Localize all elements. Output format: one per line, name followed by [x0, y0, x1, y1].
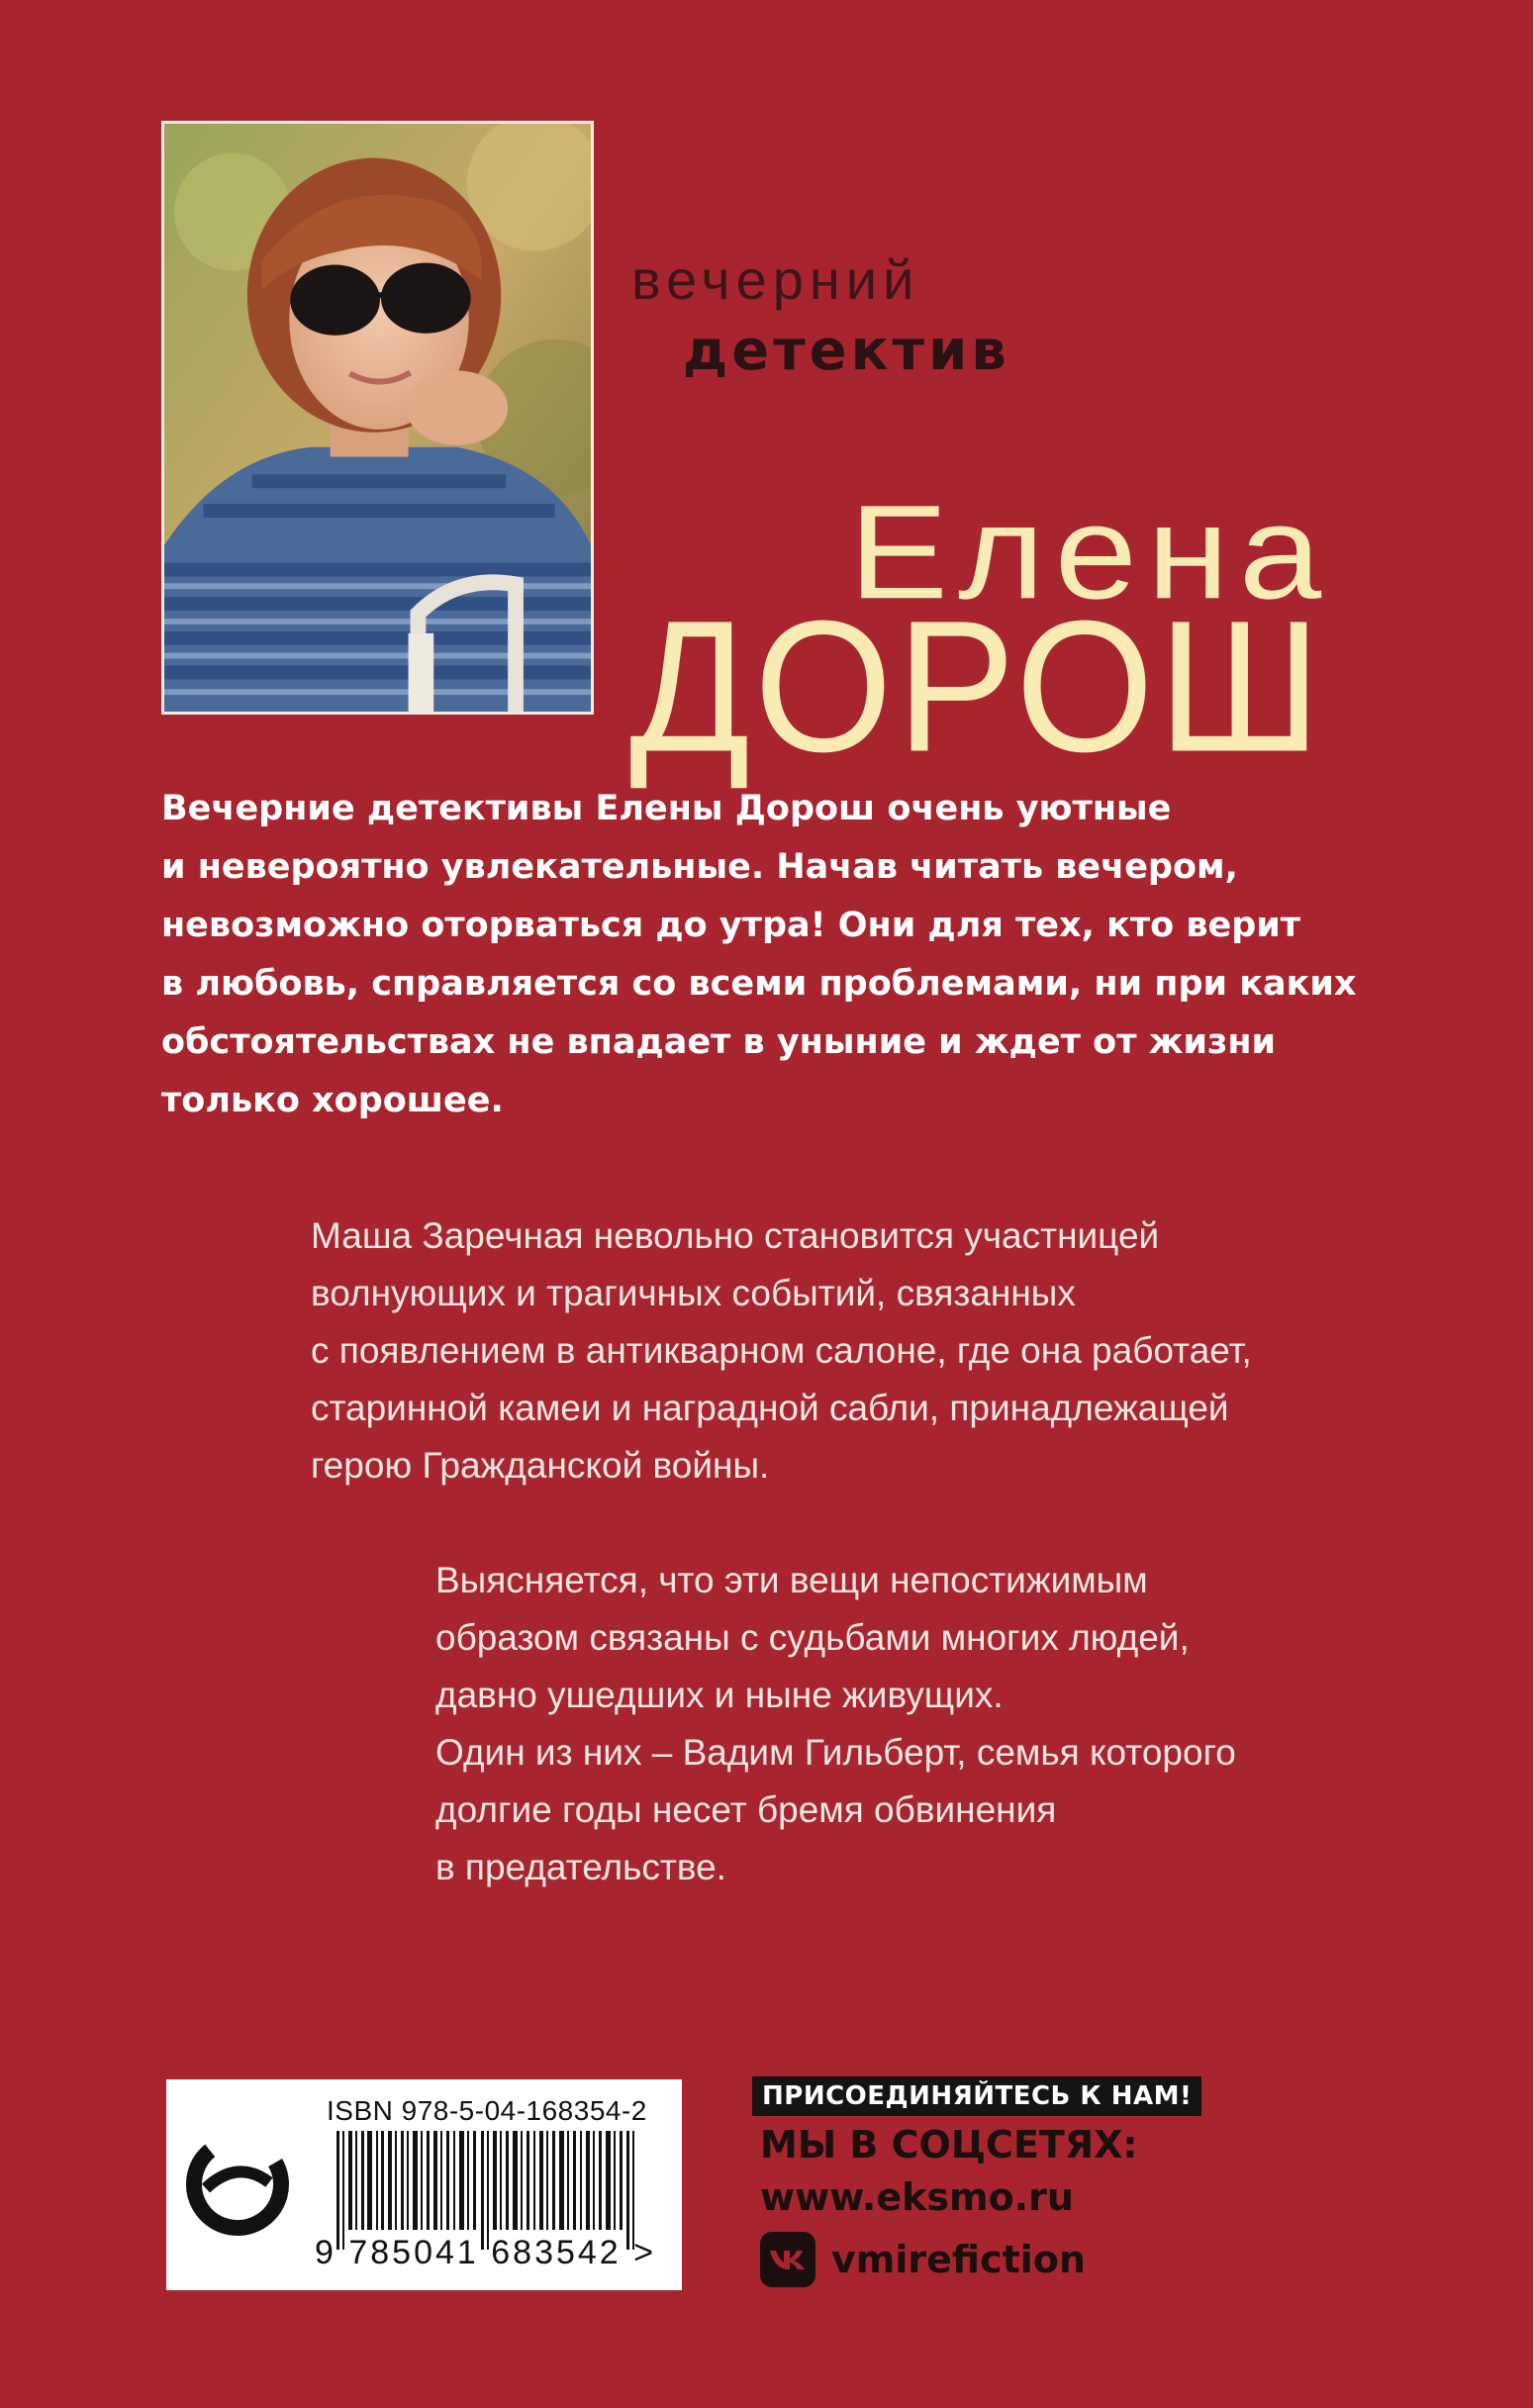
blurb-line: в любовь, справляется со всеми проблемами, ни при каких — [161, 964, 1357, 1004]
synopsis-line: с появлением в антикварном салоне, где она работает, — [311, 1330, 1252, 1371]
synopsis-line: Выясняется, что эти вещи непостижимым — [435, 1560, 1148, 1600]
synopsis-line: образом связаны с судьбами многих людей, — [435, 1617, 1190, 1658]
series-blurb — [161, 780, 1357, 1130]
isbn-label: ISBN 978-5-04-168354-2 — [327, 2095, 647, 2126]
barcode-digits: 9 785041 683542 > — [315, 2234, 657, 2271]
vk-handle: vmirefiction — [831, 2238, 1086, 2281]
eksmo-logo-icon — [166, 2079, 315, 2290]
join-banner: ПРИСОЕДИНЯЙТЕСЬ К НАМ! — [752, 2076, 1201, 2116]
blurb-line: только хорошее. — [161, 1081, 504, 1120]
synopsis-line: старинной камеи и наградной сабли, принадлежащей — [311, 1388, 1229, 1428]
vk-link[interactable] — [760, 2232, 1086, 2287]
barcode-icon — [336, 2131, 645, 2250]
synopsis-line: в предательстве. — [435, 1847, 726, 1887]
series-title-line1: вечерний — [631, 248, 920, 311]
blurb-line: обстоятельствах не впадает в уныние и ждет от жизни — [161, 1022, 1277, 1062]
author-last-name: ДОРОШ — [629, 582, 1325, 792]
synopsis-line: Маша Заречная невольно становится участницей — [311, 1215, 1160, 1256]
synopsis-line: герою Гражданской войны. — [311, 1445, 770, 1486]
social-label: МЫ В СОЦСЕТЯХ: — [760, 2123, 1138, 2167]
blurb-line: невозможно оторваться до утра! Они для тех, кто верит — [161, 906, 1301, 945]
synopsis-paragraph-1 — [311, 1207, 1449, 1494]
synopsis-line: Один из них – Вадим Гильберт, семья которого — [435, 1732, 1236, 1773]
blurb-line: и невероятно увлекательные. Начав читать вечером, — [161, 847, 1238, 887]
vk-icon — [760, 2232, 815, 2287]
synopsis-paragraph-2 — [435, 1552, 1475, 1896]
author-photo — [161, 121, 594, 715]
website-link[interactable]: www.eksmo.ru — [760, 2175, 1074, 2219]
blurb-line: Вечерние детективы Елены Дорош очень уютные — [161, 789, 1172, 828]
barcode-panel — [166, 2079, 682, 2290]
series-title-line2: детектив — [683, 319, 1010, 383]
synopsis-line: долгие годы несет бремя обвинения — [435, 1789, 1057, 1830]
author-first-name: Елена — [849, 476, 1332, 627]
synopsis-line: давно ушедших и ныне живущих. — [435, 1675, 1004, 1715]
synopsis-line: волнующих и трагичных событий, связанных — [311, 1273, 1076, 1313]
